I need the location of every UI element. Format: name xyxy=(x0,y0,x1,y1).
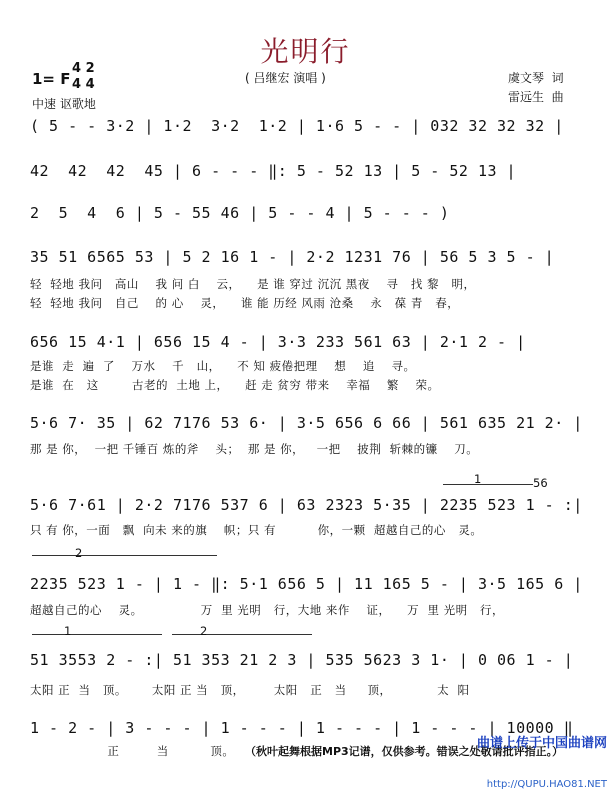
volta-2b-label: 2 xyxy=(200,624,208,638)
lyric-row-8: 超越自己的心 灵。 万 里 光明 行，大地 来作 证， 万 里 光明 行， xyxy=(30,603,505,617)
song-title: 光明行 xyxy=(260,35,351,68)
volta-1-bracket xyxy=(443,484,533,485)
lyric-row-4b: 轻 轻地 我问 自己 的 心 灵， 谁 能 历经 风雨 沧桑 永 葆 青 春， xyxy=(30,296,460,310)
meter-bottom: 4 4 xyxy=(72,77,95,92)
volta-1b-bracket xyxy=(32,634,162,635)
volta-1b-label: 1 xyxy=(64,624,72,638)
lyric-row-6: 那 是 你， 一把 千锤百 炼的斧 头； 那 是 你， 一把 披荆 斩棘的镰 刀。 xyxy=(30,442,479,456)
lyric-row-9: 太阳 正 当 顶。 太阳 正 当 顶， 太阳 正 当 顶， 太 阳 xyxy=(30,683,470,697)
staff-row-2: 42 42 42 45 | 6 - - - ‖: 5 - 52 13 | 5 - 52 13 | xyxy=(30,162,517,180)
staff-row-4: 35 51 6565 53 | 5 2 16 1 - | 2·2 1231 76 | 56 5 3 5 - | xyxy=(30,248,555,266)
volta-2-label: 2 xyxy=(75,546,83,560)
lyric-row-5b: 是谁 在 这 古老的 土地 上， 赶 走 贫穷 带来 幸福 繁 荣。 xyxy=(30,378,440,392)
key-signature: 1= F xyxy=(32,70,71,88)
transcription-note: （秋叶起舞根据MP3记谱，仅供参考。错误之处敬请批评指正。） xyxy=(245,745,564,758)
performer: ( 吕继宏 演唱 ) xyxy=(245,71,326,85)
lyricist: 虞文琴 词 xyxy=(508,71,564,85)
staff-row-9: 51 3553 2 - :| 51 353 21 2 3 | 535 5623 3 1· | 0 06 1 - | xyxy=(30,651,574,669)
composer: 雷远生 曲 xyxy=(508,90,564,104)
volta-2-bracket xyxy=(32,555,217,556)
pickup-56: 56 xyxy=(533,476,548,490)
lyric-row-5a: 是谁 走 遍 了 万水 千 山， 不 知 疲倦把理 想 追 寻。 xyxy=(30,359,416,373)
meter-top: 4 2 xyxy=(72,61,95,76)
staff-row-8: 2235 523 1 - | 1 - ‖: 5·1 656 5 | 11 165 5 - | 3·5 165 6 | xyxy=(30,575,583,593)
staff-row-6: 5·6 7· 35 | 62 7176 53 6· | 3·5 656 6 66 | 561 635 21 2· | xyxy=(30,414,583,432)
staff-row-1: ( 5 - - 3·2 | 1·2 3·2 1·2 | 1·6 5 - - | 032 32 32 32 | xyxy=(30,117,564,135)
lyric-row-4a: 轻 轻地 我问 高山 我 问 白 云， 是 谁 穿过 沉沉 黑夜 寻 找 黎 明， xyxy=(30,277,476,291)
footer xyxy=(477,704,607,804)
tempo-marking: 中速 讴歌地 xyxy=(32,97,96,111)
volta-2b-bracket xyxy=(172,634,312,635)
staff-row-5: 656 15 4·1 | 656 15 4 - | 3·3 233 561 63 | 2·1 2 - | xyxy=(30,333,526,351)
staff-row-10: 1 - 2 - | 3 - - - | 1 - - - | 1 - - - | 1 - - - | 10000 ‖ xyxy=(30,719,574,737)
lyric-row-10: 正 当 顶。 xyxy=(70,744,235,758)
footer-url[interactable]: http://QUPU.HAO81.NET xyxy=(486,779,607,790)
lyric-row-7: 只 有 你，一面 飘 向未 来的旗 帜；只 有 你，一颗 超越自己的心 灵。 xyxy=(30,523,483,537)
footer-site-name: 曲谱上传于中国曲谱网 xyxy=(476,736,607,751)
staff-row-7: 5·6 7·61 | 2·2 7176 537 6 | 63 2323 5·35 | 2235 523 1 - :| xyxy=(30,496,583,514)
volta-1-label: 1 xyxy=(474,472,482,486)
staff-row-3: 2 5 4 6 | 5 - 55 46 | 5 - - 4 | 5 - - - ) xyxy=(30,204,450,222)
